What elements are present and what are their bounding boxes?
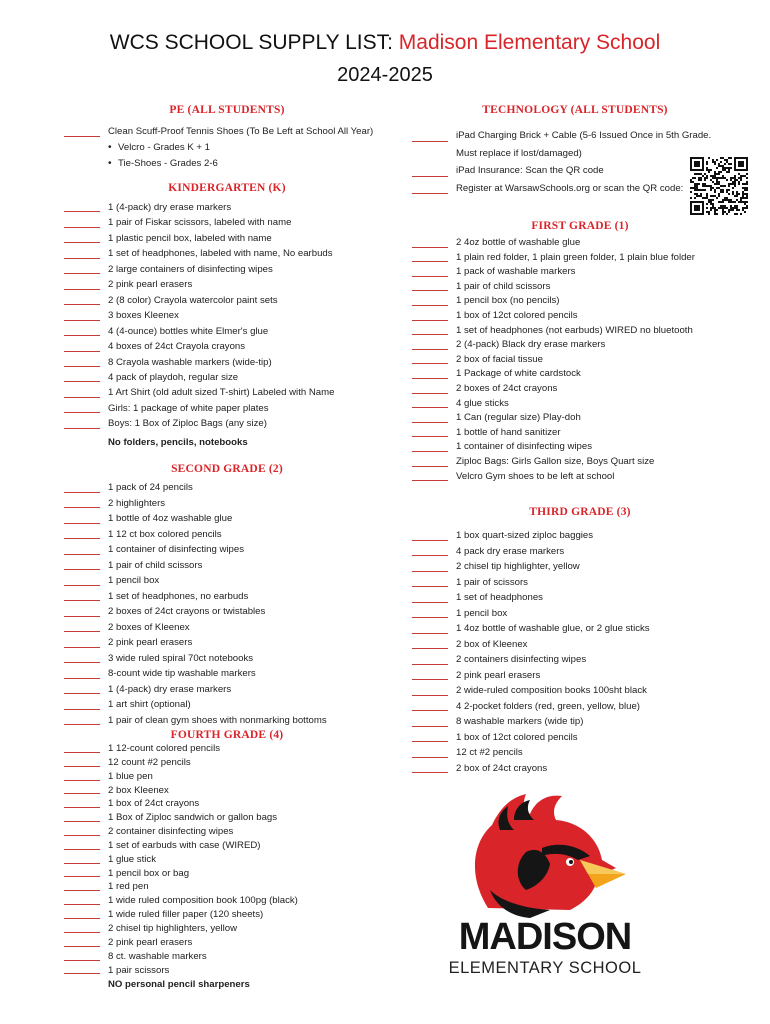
list-item [62,589,392,605]
list-item [62,527,392,543]
checkbox-blank-line [64,242,100,243]
checkbox-blank-line [64,397,100,398]
item-text: 1 pencil box (no pencils) [456,295,560,307]
checkbox-blank-line [64,227,100,228]
list-item [62,651,392,667]
checkbox-blank-line [412,176,448,177]
item-text: 12 ct #2 pencils [456,747,523,758]
list-item [410,544,750,560]
list-item [62,604,392,620]
item-text: 1 plain red folder, 1 plain green folder, 1 plain blue folder [456,251,695,263]
list-item [410,652,750,668]
item-text: 2 container disinfecting wipes [108,826,234,838]
list-item [62,770,392,784]
item-text: 1 set of headphones [456,592,543,603]
item-text: 1 bottle of 4oz washable glue [108,513,233,524]
pe-heading: PE (ALL STUDENTS) [169,104,285,116]
item-text: 8-count wide tip washable markers [108,668,256,679]
second-grade-section [62,463,392,728]
fourth-grade-note: NO personal pencil sharpeners [108,979,250,991]
technology-heading: TECHNOLOGY (ALL STUDENTS) [482,104,668,116]
list-item [410,745,750,761]
list-item [62,797,392,811]
checkbox-blank-line [412,436,448,437]
item-text: 1 pencil box [456,607,508,619]
item-text: 1 wide ruled composition book 100pg (black) [108,895,298,907]
checkbox-blank-line [412,602,448,603]
item-text: 1 plastic pencil box, labeled with name [108,232,272,244]
checkbox-blank-line [64,973,100,974]
list-item [410,294,750,309]
item-text: 4 boxes of 24ct Crayola crayons [108,341,246,353]
list-item [62,742,392,756]
list-item [62,756,392,770]
checkbox-blank-line [412,695,448,696]
list-item [62,825,392,839]
checkbox-blank-line [64,904,100,905]
logo-subtitle: ELEMENTARY SCHOOL [448,959,642,977]
checkbox-blank-line [64,960,100,961]
checkbox-blank-line [412,679,448,680]
item-text: 2 boxes of Kleenex [108,621,190,633]
first-grade-heading: FIRST GRADE (1) [531,220,629,232]
checkbox-blank-line [64,304,100,305]
item-text: 1 box of 24ct crayons [108,798,200,810]
checkbox-blank-line [64,807,100,808]
list-item [62,324,392,339]
item-text: 1 pair of child scissors [108,559,203,571]
checkbox-blank-line [412,320,448,321]
item-text: 2 (8 color) Crayola watercolor paint sets [108,294,278,306]
item-text: 1 (4-pack) dry erase markers [108,683,232,695]
pe-section [62,104,392,172]
checkbox-blank-line [412,757,448,758]
item-text: 1 set of earbuds with case (WIRED) [108,839,261,851]
list-item [62,867,392,881]
checkbox-blank-line [412,363,448,364]
list-item [410,559,750,575]
kindergarten-note: No folders, pencils, notebooks [108,436,248,448]
list-item [410,528,750,544]
item-text: 3 wide ruled spiral 70ct notebooks [108,652,254,664]
list-item [62,573,392,589]
checkbox-blank-line [64,724,100,725]
checkbox-blank-line [412,378,448,379]
item-text: Girls: 1 package of white paper plates [108,402,269,414]
list-item [62,277,392,292]
checkbox-blank-line [64,662,100,663]
item-text: 1 box quart-sized ziploc baggies [456,530,594,541]
checkbox-blank-line [412,305,448,306]
item-text: 8 washable markers (wide tip) [456,716,584,727]
checkbox-blank-line [64,523,100,524]
item-text: 2 4oz bottle of washable glue [456,237,581,248]
checkbox-blank-line [64,585,100,586]
list-item [410,575,750,591]
item-text: 2 pink pearl erasers [108,936,193,948]
list-item [410,382,750,397]
checkbox-blank-line [64,821,100,822]
list-item [62,124,392,140]
qr-code-icon [690,157,748,215]
checkbox-blank-line [64,678,100,679]
checkbox-blank-line [412,466,448,467]
checkbox-blank-line [64,752,100,753]
checkbox-blank-line [64,320,100,321]
checkbox-blank-line [64,631,100,632]
cardinal-mascot-icon [430,790,660,920]
list-item [62,200,392,215]
item-text: 1 pencil box or bag [108,867,190,879]
item-text: 2 box Kleenex [108,784,169,796]
checkbox-blank-line [64,918,100,919]
checkbox-blank-line [64,258,100,259]
item-text: 1 pair scissors [108,964,170,976]
list-item [62,496,392,512]
second-grade-heading: SECOND GRADE (2) [171,463,283,475]
item-text: iPad Insurance: Scan the QR code [456,165,604,176]
list-item [62,339,392,354]
list-item [62,416,392,431]
kindergarten-section [62,182,392,450]
item-text: 1 Can (regular size) Play-doh [456,412,581,424]
third-grade-section [410,506,750,776]
page-title [0,31,770,55]
checkbox-blank-line [64,890,100,891]
checkbox-blank-line [412,555,448,556]
list-item [62,401,392,416]
checkbox-blank-line [64,932,100,933]
checkbox-blank-line [64,647,100,648]
list-item [410,397,750,412]
checkbox-blank-line [64,507,100,508]
list-item [62,880,392,894]
list-item [410,426,750,441]
checkbox-blank-line [64,709,100,710]
list-item [410,440,750,455]
checkbox-blank-line [412,617,448,618]
checkbox-blank-line [64,766,100,767]
item-text: 1 pencil box [108,575,160,586]
checkbox-blank-line [64,381,100,382]
checkbox-blank-line [64,554,100,555]
checkbox-blank-line [64,538,100,539]
list-item [62,246,392,261]
list-item [410,236,750,251]
item-text: Boys: 1 Box of Ziploc Bags (any size) [108,418,267,430]
checkbox-blank-line [412,276,448,277]
checkbox-blank-line [412,633,448,634]
list-item [62,620,392,636]
list-item [410,411,750,426]
list-item [62,666,392,682]
list-item [410,761,750,777]
list-item [410,470,750,485]
checkbox-blank-line [64,335,100,336]
list-item [62,542,392,558]
list-item [62,215,392,230]
list-item [62,480,392,496]
checkbox-blank-line [412,664,448,665]
checkbox-blank-line [64,351,100,352]
list-item [62,922,392,936]
checkbox-blank-line [64,849,100,850]
checkbox-blank-line [64,863,100,864]
list-item [62,908,392,922]
list-item [62,370,392,385]
item-text: 12 count #2 pencils [108,756,191,768]
logo-wordmark: MADISON [458,916,632,958]
item-text: 1 pair of Fiskar scissors, labeled with name [108,217,292,229]
list-item [410,324,750,339]
checkbox-blank-line [64,569,100,570]
item-text: 1 4oz bottle of washable glue, or 2 glue sticks [456,623,650,634]
list-item [62,853,392,867]
item-text: 2 box of facial tissue [456,353,543,365]
item-text: 1 pack of washable markers [456,266,576,278]
list-item [410,309,750,324]
item-text: 1 set of headphones (not earbuds) WIRED no bluetooth [456,324,693,336]
checkbox-blank-line [412,540,448,541]
item-text: 1 pair of child scissors [456,280,551,292]
item-text: 2 wide-ruled composition books 100sht black [456,685,647,696]
checkbox-blank-line [64,946,100,947]
checkbox-blank-line [412,726,448,727]
checkbox-blank-line [64,289,100,290]
item-text: 1 container of disinfecting wipes [108,544,244,555]
bullet-item: • Tie-Shoes - Grades 2-6 [118,156,392,172]
list-item [410,730,750,746]
item-text: 2 box of Kleenex [456,638,528,650]
checkbox-blank-line [412,710,448,711]
item-text: 8 Crayola washable markers (wide-tip) [108,356,272,368]
list-item [410,606,750,622]
list-item [62,635,392,651]
list-item [62,558,392,574]
item-text: 1 box of 12ct colored pencils [456,309,578,321]
item-text: 4 (4-ounce) bottles white Elmer's glue [108,325,269,337]
item-text: 2 large containers of disinfecting wipes [108,263,273,275]
item-text: 4 glue sticks [456,397,509,409]
list-item [62,811,392,825]
title-prefix: WCS SCHOOL SUPPLY LIST: [109,31,399,54]
item-text: 1 pack of 24 pencils [108,482,193,493]
list-item [410,714,750,730]
item-text: 1 Package of white cardstock [456,368,581,380]
list-item [410,338,750,353]
checkbox-blank-line [64,211,100,212]
item-text: 2 box of 24ct crayons [456,762,548,774]
item-text: 2 chisel tip highlighter, yellow [456,561,580,572]
item-text: 1 wide ruled filler paper (120 sheets) [108,909,264,921]
item-text: 1 pair of clean gym shoes with nonmarking bottoms [108,714,327,726]
checkbox-blank-line [64,492,100,493]
item-text: Must replace if lost/damaged) [456,147,582,159]
item-text: 1 art shirt (optional) [108,699,191,710]
item-text: Velcro Gym shoes to be left at school [456,470,615,482]
list-item [62,682,392,698]
item-text: 1 bottle of hand sanitizer [456,426,561,438]
item-text: 2 pink pearl erasers [108,637,193,648]
list-item [62,964,392,978]
list-item [410,265,750,280]
list-item [62,511,392,527]
checkbox-blank-line [64,366,100,367]
list-item [410,367,750,382]
item-text: 2 chisel tip highlighters, yellow [108,922,238,934]
item-text: 4 pack dry erase markers [456,545,565,557]
item-text: Ziploc Bags: Girls Gallon size, Boys Quart size [456,455,655,467]
item-text: 8 ct. washable markers [108,950,207,962]
checkbox-blank-line [64,835,100,836]
checkbox-blank-line [64,780,100,781]
list-item [410,590,750,606]
checkbox-blank-line [64,876,100,877]
checkbox-blank-line [412,290,448,291]
list-item [62,713,392,729]
list-item [62,950,392,964]
list-item [410,637,750,653]
checkbox-blank-line [64,412,100,413]
kindergarten-heading: KINDERGARTEN (K) [168,182,286,194]
list-item [62,697,392,713]
item-text: 2 pink pearl erasers [456,669,541,681]
item-text: Register at WarsawSchools.org or scan the QR code: [456,182,684,194]
list-item [62,839,392,853]
checkbox-blank-line [412,422,448,423]
list-item [410,353,750,368]
item-text: 1 Art Shirt (old adult sized T-shirt) Labeled with Name [108,387,335,399]
item-text: 1 blue pen [108,770,153,782]
first-grade-section [410,220,750,484]
checkbox-blank-line [412,141,448,142]
checkbox-blank-line [412,741,448,742]
item-text: iPad Charging Brick + Cable (5-6 Issued Once in 5th Grade. [456,130,712,141]
checkbox-blank-line [412,451,448,452]
checkbox-blank-line [412,586,448,587]
checkbox-blank-line [412,247,448,248]
item-text: 2 containers disinfecting wipes [456,654,587,665]
item-text: 3 boxes Kleenex [108,310,179,322]
item-text: 1 12-count colored pencils [108,743,220,754]
checkbox-blank-line [64,136,100,137]
bullet-item: • Velcro - Grades K + 1 [118,140,392,156]
fourth-grade-heading: FOURTH GRADE (4) [170,729,284,741]
third-grade-heading: THIRD GRADE (3) [529,506,631,518]
item-text: 1 box of 12ct colored pencils [456,731,578,743]
item-text: 1 12 ct box colored pencils [108,528,222,540]
list-item [62,936,392,950]
item-text: Clean Scuff-Proof Tennis Shoes (To Be Left at School All Year) [108,126,374,137]
checkbox-blank-line [412,193,448,194]
list-item [410,280,750,295]
checkbox-blank-line [64,600,100,601]
checkbox-blank-line [412,393,448,394]
item-text: 1 container of disinfecting wipes [456,441,592,453]
checkbox-blank-line [412,334,448,335]
item-text: 1 red pen [108,881,149,893]
checkbox-blank-line [412,772,448,773]
item-text: 1 set of headphones, labeled with name, No earbuds [108,248,333,260]
checkbox-blank-line [412,349,448,350]
list-item [62,231,392,246]
list-item [410,455,750,470]
item-text: 4 pack of playdoh, regular size [108,371,239,383]
list-item [410,683,750,699]
item-text: 1 (4-pack) dry erase markers [108,202,232,213]
item-text: 1 glue stick [108,853,156,865]
fourth-grade-section [62,729,392,992]
list-item [62,385,392,400]
item-text: 2 highlighters [108,497,166,509]
list-item [62,308,392,323]
list-item [62,784,392,798]
list-item [410,251,750,266]
item-text: 1 pair of scissors [456,576,528,588]
item-text: 1 Box of Ziploc sandwich or gallon bags [108,812,278,824]
checkbox-blank-line [64,616,100,617]
checkbox-blank-line [412,407,448,408]
checkbox-blank-line [64,793,100,794]
list-item [62,262,392,277]
checkbox-blank-line [64,428,100,429]
checkbox-blank-line [412,571,448,572]
list-item [410,699,750,715]
checkbox-blank-line [412,480,448,481]
checkbox-blank-line [64,273,100,274]
list-item [410,621,750,637]
item-text: 2 pink pearl erasers [108,279,193,291]
list-item [62,293,392,308]
school-year: 2024-2025 [337,64,433,86]
checkbox-blank-line [64,693,100,694]
item-text: 2 (4-pack) Black dry erase markers [456,339,606,351]
item-text: 4 2-pocket folders (red, green, yellow, blue) [456,700,640,712]
item-text: 2 boxes of 24ct crayons or twistables [108,606,266,617]
list-item [410,668,750,684]
title-school: Madison Elementary School [398,31,661,54]
list-item [62,355,392,370]
checkbox-blank-line [412,261,448,262]
list-item [410,127,740,145]
list-item [62,894,392,908]
item-text: 2 boxes of 24ct crayons [456,382,558,394]
item-text: 1 set of headphones, no earbuds [108,590,249,602]
checkbox-blank-line [412,648,448,649]
